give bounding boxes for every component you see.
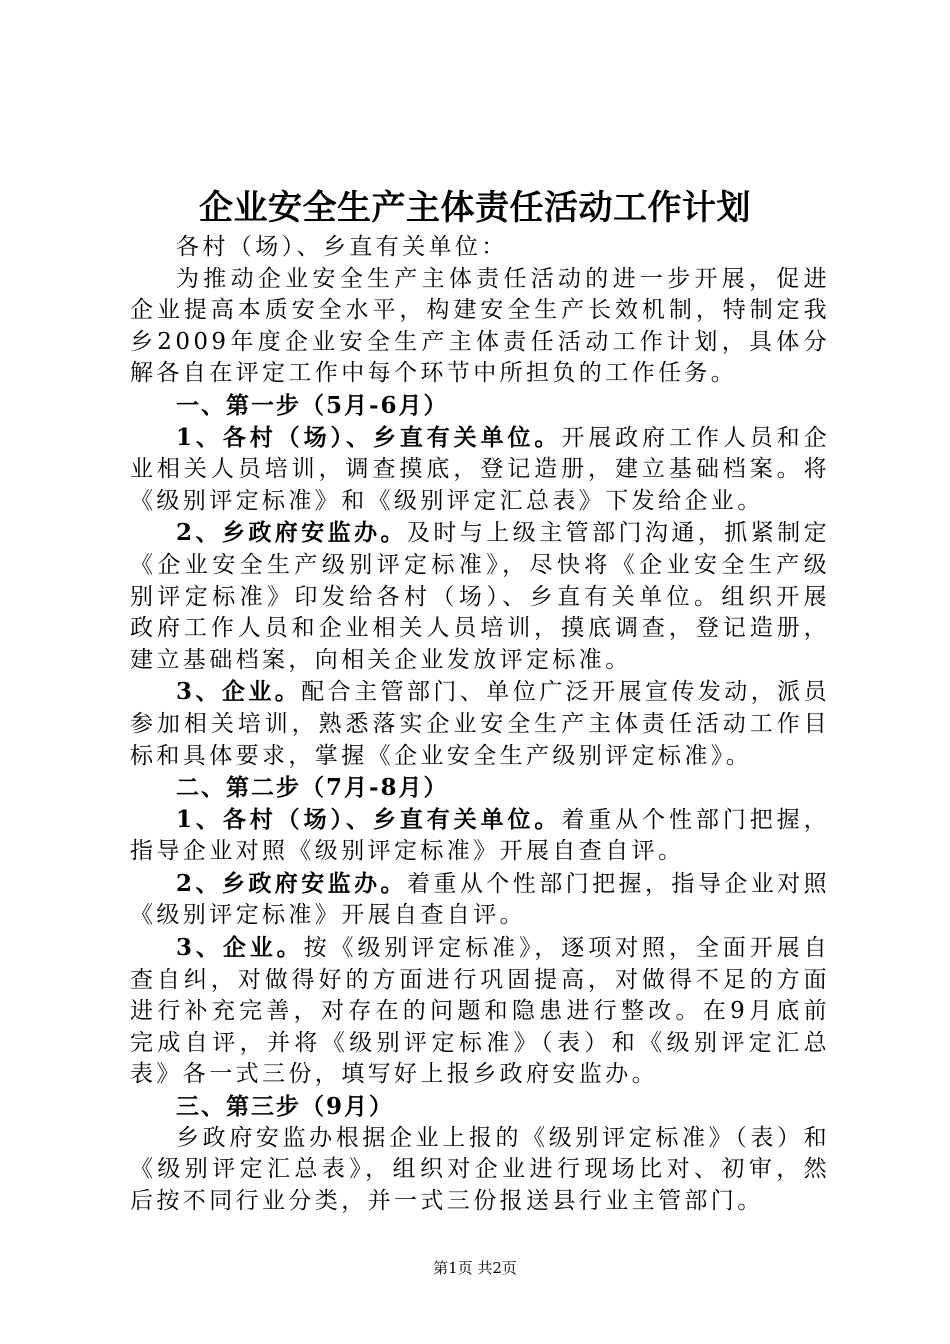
document-title: 企业安全生产主体责任活动工作计划: [199, 188, 751, 228]
item-lead: 2、乡政府安监办。: [176, 519, 407, 547]
step-3-heading: 三、第三步（9月）: [176, 1093, 395, 1121]
item-lead: 3、企业。: [176, 678, 302, 706]
step-1-item-3: [130, 676, 830, 772]
step-2-item-2: [130, 868, 830, 932]
item-lead: 2、乡政府安监办。: [176, 869, 407, 897]
step-2-item-1: [130, 804, 830, 868]
salutation: 各村（场）、乡直有关单位：: [176, 234, 508, 260]
item-text: 及时与上级主管部门沟通，抓紧制定《企业安全生产级别评定标准》，尽快将《企业安全生产级别评定标准》印发给各村（场）、乡直有关单位。组织开展政府工作人员和企业相关人员培训，摸底调查，登记造册，建立基础档案，向相关企业发放评定标准。: [130, 520, 830, 673]
page-footer: 第1页 共2页: [433, 1259, 517, 1277]
item-lead: 3、企业。: [176, 934, 304, 962]
step-1-item-2: [130, 517, 830, 676]
item-text: 按《级别评定标准》，逐项对照，全面开展自查自纠，对做得好的方面进行巩固提高，对做得不足的方面进行补充完善，对存在的问题和隐患进行整改。在9月底前完成自评，并将《级别评定标准》（表）和《级别评定汇总表》各一式三份，填写好上报乡政府安监办。: [130, 935, 830, 1088]
item-lead: 1、各村（场）、乡直有关单位。: [176, 423, 562, 451]
item-text: 开展政府工作人员和企业相关人员培训，调查摸底，登记造册，建立基础档案。将《级别评定标准》和《级别评定汇总表》下发给企业。: [130, 424, 830, 514]
step-1-heading: 一、第一步（5月-6月）: [176, 391, 449, 419]
item-text: 着重从个性部门把握，指导企业对照《级别评定标准》开展自查自评。: [130, 806, 830, 865]
step-2-item-3: [130, 932, 830, 1091]
step-3-paragraph: 乡政府安监办根据企业上报的《级别评定标准》（表）和《级别评定汇总表》，组织对企业进行现场比对、初审，然后按不同行业分类，并一式三份报送县行业主管部门。: [130, 1124, 830, 1214]
intro-paragraph: 为推动企业安全生产主体责任活动的进一步开展，促进企业提高本质安全水平，构建安全生产长效机制，特制定我乡2009年度企业安全生产主体责任活动工作计划，具体分解各自在评定工作中每个环节中所担负的工作任务。: [130, 265, 830, 387]
item-lead: 1、各村（场）、乡直有关单位。: [176, 805, 562, 833]
item-text: 配合主管部门、单位广泛开展宣传发动，派员参加相关培训，熟悉落实企业安全生产主体责任活动工作目标和具体要求，掌握《企业安全生产级别评定标准》。: [130, 679, 830, 769]
step-2-heading: 二、第二步（7月-8月）: [176, 774, 449, 802]
item-text: 着重从个性部门把握，指导企业对照《级别评定标准》开展自查自评。: [130, 870, 830, 929]
step-1-item-1: [130, 422, 830, 518]
document-body: [130, 232, 830, 1217]
